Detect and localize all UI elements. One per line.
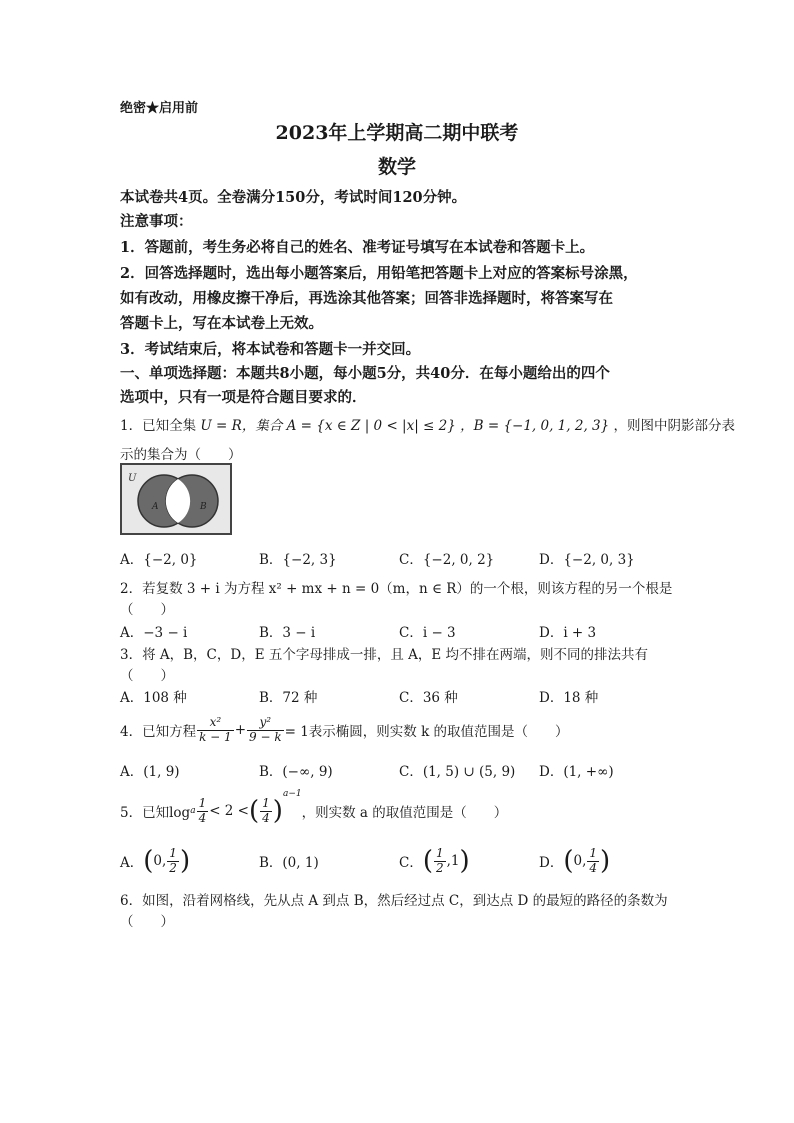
q2-line2: （ ） bbox=[120, 602, 174, 618]
q5-option-d[interactable]: D． ( 0, $\frac{1}{4}$ ) bbox=[539, 846, 611, 876]
notice-title: 注意事项： bbox=[120, 213, 193, 230]
q1-option-a[interactable]: A．{−2, 0} bbox=[120, 552, 198, 568]
q5-option-a[interactable]: A． ( 0, $\frac{1}{2}$ ) bbox=[120, 846, 191, 876]
q4-option-c[interactable]: C．(1, 5) ∪ (5, 9) bbox=[399, 764, 516, 780]
q5-log-base: a bbox=[190, 806, 196, 816]
q2-option-c[interactable]: C．i − 3 bbox=[399, 625, 456, 641]
notice-2-end: 答题卡上，写在本试卷上无效。 bbox=[120, 315, 323, 332]
q3-option-b[interactable]: B．72 种 bbox=[259, 690, 318, 706]
q1-text-c: ，则图中阴影部分表 bbox=[613, 418, 736, 434]
q5-fraction-left: $\frac{1}{4}$ bbox=[198, 796, 207, 825]
q5-option-b[interactable]: B．(0, 1) bbox=[259, 855, 319, 871]
section1-heading: 一、单项选择题：本题共8小题，每小题5分，共40分．在每小题给出的四个 bbox=[120, 365, 610, 382]
q5-tail: ，则实数 a 的取值范围是（ ） bbox=[301, 805, 508, 821]
q6-line2: （ ） bbox=[120, 914, 174, 930]
q1-set-a: A = {x ∈ Z | 0 < |x| ≤ 2} bbox=[286, 418, 456, 434]
exam-subject: 数学 bbox=[377, 156, 416, 178]
q4-option-d[interactable]: D．(1, +∞) bbox=[539, 764, 614, 780]
notice-3: 3．考试结束后，将本试卷和答题卡一并交回。 bbox=[120, 341, 421, 358]
section1-heading-cont: 选项中，只有一项是符合题目要求的． bbox=[120, 389, 367, 406]
q5-mid: < 2 < bbox=[209, 803, 249, 819]
q3-line2: （ ） bbox=[120, 668, 174, 684]
q2-option-b[interactable]: B．3 − i bbox=[259, 625, 316, 641]
venn-label-b: B bbox=[200, 502, 207, 512]
intro-line: 本试卷共4页。全卷满分150分，考试时间120分钟。 bbox=[120, 189, 467, 206]
question-5 bbox=[120, 789, 507, 833]
venn-diagram bbox=[120, 463, 232, 535]
q5-exponent: a−1 bbox=[282, 789, 302, 799]
q1-text-b: U = R，集合 bbox=[200, 418, 283, 434]
q4-fraction-y: $\frac{\text{y²}}{9 - k}$ bbox=[249, 715, 282, 744]
venn-label-u: U bbox=[128, 473, 137, 484]
q1-text-a: 1．已知全集 bbox=[120, 418, 197, 434]
question-3: 3．将 A，B，C，D，E 五个字母排成一排，且 A，E 均不排在两端，则不同的排法共有 bbox=[120, 647, 649, 663]
q5-paren-open: ( bbox=[249, 796, 260, 826]
q5-paren-close: ) bbox=[272, 796, 283, 826]
q3-option-c[interactable]: C．36 种 bbox=[399, 690, 458, 706]
notice-2: 2．回答选择题时，选出每小题答案后，用铅笔把答题卡上对应的答案标号涂黑， bbox=[120, 265, 638, 282]
exam-title: 2023年上学期高二期中联考 bbox=[275, 122, 519, 144]
q1-option-d[interactable]: D．{−2, 0, 3} bbox=[539, 552, 635, 568]
q4-tail: = 1表示椭圆，则实数 k 的取值范围是（ ） bbox=[284, 724, 569, 740]
q3-option-a[interactable]: A．108 种 bbox=[120, 690, 187, 706]
notice-1: 1．答题前，考生务必将自己的姓名、准考证号填写在本试卷和答题卡上。 bbox=[120, 239, 595, 256]
venn-label-a: A bbox=[152, 502, 159, 512]
q1-option-c[interactable]: C．{−2, 0, 2} bbox=[399, 552, 495, 568]
question-4 bbox=[120, 710, 569, 750]
q1-line2: 示的集合为（ ） bbox=[120, 447, 242, 463]
q2-option-d[interactable]: D．i + 3 bbox=[539, 625, 597, 641]
q4-lead: 4．已知方程 bbox=[120, 724, 197, 740]
question-1 bbox=[120, 414, 735, 434]
q5-fraction-right: $\frac{1}{4}$ bbox=[262, 796, 270, 825]
q3-option-d[interactable]: D．18 种 bbox=[539, 690, 599, 706]
secret-label: 绝密★启用前 bbox=[120, 101, 199, 116]
q1-option-b[interactable]: B．{−2, 3} bbox=[259, 552, 337, 568]
question-2: 2．若复数 3 + i 为方程 x² + mx + n = 0（m，n ∈ R）的一个根，则该方程的另一个根是 bbox=[120, 581, 673, 597]
q1-set-b: ，B = {−1, 0, 1, 2, 3} bbox=[460, 418, 610, 434]
q4-option-a[interactable]: A．(1, 9) bbox=[120, 764, 180, 780]
q5-lead: 5．已知log bbox=[120, 805, 191, 821]
question-6: 6．如图，沿着网格线，先从点 A 到点 B，然后经过点 C，到达点 D 的最短的路径的条数为 bbox=[120, 893, 668, 909]
q4-option-b[interactable]: B．(−∞, 9) bbox=[259, 764, 333, 780]
q5-option-c[interactable]: C． ( $\frac{1}{2}$ ,1 ) bbox=[399, 846, 470, 876]
q4-fraction-x: $\frac{\text{x²}}{k - 1}$ bbox=[199, 715, 232, 744]
q4-plus: + bbox=[234, 722, 246, 738]
q2-option-a[interactable]: A．−3 − i bbox=[120, 625, 188, 641]
notice-2-cont: 如有改动，用橡皮擦干净后，再选涂其他答案；回答非选择题时，将答案写在 bbox=[120, 290, 613, 307]
